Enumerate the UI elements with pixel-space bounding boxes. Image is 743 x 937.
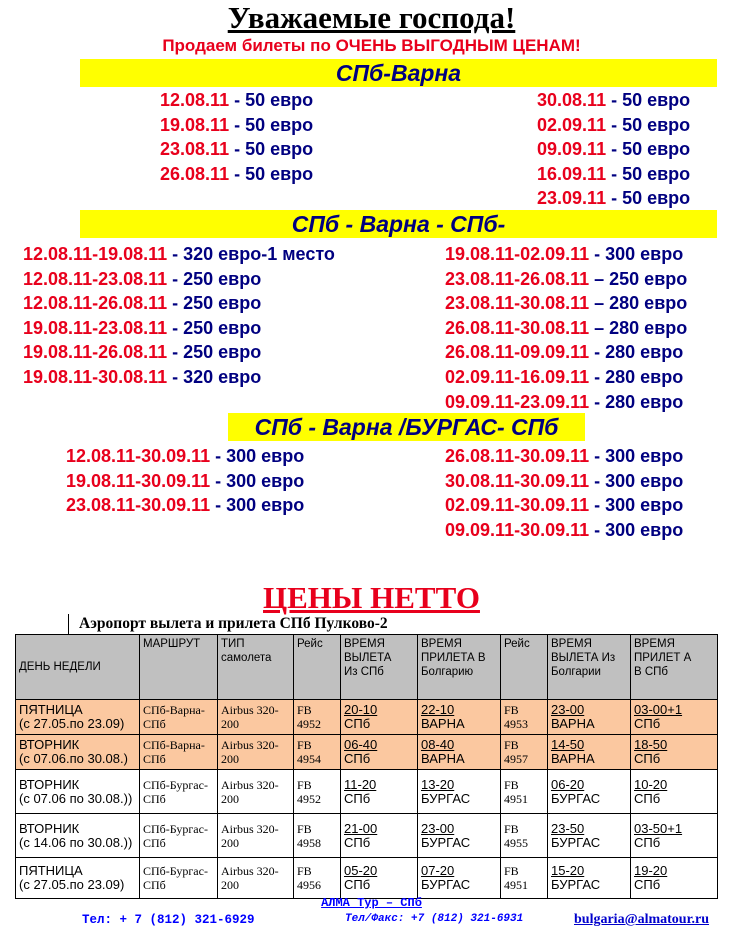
route-date: 02.09.11 <box>537 114 607 135</box>
cell-departure-part: 21-00 <box>344 820 378 836</box>
cell-departure2 <box>548 735 631 770</box>
cell-day-part: (с 27.05.по 23.09) <box>19 716 125 731</box>
cell-route <box>140 700 218 735</box>
route-price: - 300 евро <box>210 446 305 466</box>
cell-flight <box>294 735 341 770</box>
cell-arrival-part: ВАРНА <box>421 751 465 766</box>
header-type <box>218 635 294 700</box>
cell-departure2-part: 14-50 <box>551 737 585 752</box>
cell-flight2 <box>501 814 548 858</box>
route-date: 19.08.11-26.08.11 <box>23 342 168 363</box>
route-date: 09.09.11 <box>537 139 607 160</box>
route-price: - 320 евро-1 место <box>167 244 335 264</box>
cell-departure2-part: БУРГАС <box>551 877 601 892</box>
header-type-label: ТИП <box>221 638 245 650</box>
route-price: - 50 евро <box>606 188 691 209</box>
route-date: 02.09.11-30.09.11 <box>445 495 590 516</box>
header-departure2-label: ВРЕМЯ ВЫЛЕТА Из <box>551 638 616 664</box>
cell-route-part: СПб-Варна-СПб <box>143 703 205 731</box>
cell-arrival-part: БУРГАС <box>421 877 471 892</box>
route-price: - 50 евро <box>229 114 314 135</box>
route-price: - 50 евро <box>229 139 314 160</box>
price-row <box>445 267 687 292</box>
route-price: - 300 евро <box>589 519 684 540</box>
price-row <box>160 162 313 187</box>
cell-flight <box>294 858 341 899</box>
cell-arrival-part: 07-20 <box>421 863 455 878</box>
price-row <box>160 88 313 113</box>
header-arrival <box>418 635 501 700</box>
cell-type-part: Airbus 320-200 <box>221 821 279 850</box>
route-price: - 250 евро <box>167 293 262 314</box>
route-date: 12.08.11-30.09.11 <box>66 446 211 466</box>
page-subtitle <box>0 36 743 56</box>
price-row <box>537 186 690 211</box>
route-date: 09.09.11-23.09.11 <box>445 391 590 412</box>
route-date: 02.09.11-16.09.11 <box>445 366 590 387</box>
cell-arrival-part: 08-40 <box>421 737 455 752</box>
cell-flight2-part: FB 4957 <box>504 738 528 766</box>
header-departure-sub: Из СПб <box>344 666 384 678</box>
route-price: - 280 евро <box>589 391 684 412</box>
header-arrival2-label: ВРЕМЯ ПРИЛЕТ А <box>634 638 692 664</box>
table-row <box>16 814 718 858</box>
cell-arrival2 <box>631 814 718 858</box>
cell-day-part: ПЯТНИЦА <box>19 702 83 717</box>
cell-flight <box>294 814 341 858</box>
route-date: 19.08.11-02.09.11 <box>445 244 590 264</box>
cell-flight <box>294 700 341 735</box>
header-route: МАРШРУТ <box>140 635 218 700</box>
cell-day-part: (с 27.05.по 23.09) <box>19 877 125 892</box>
cell-type-part: Airbus 320-200 <box>221 703 279 731</box>
section-spb-varna-burgas-title: СПб - Варна /БУРГАС- СПб <box>228 413 585 441</box>
route-date: 19.08.11-23.08.11 <box>23 317 168 338</box>
header-type-sub: самолета <box>221 652 272 664</box>
route-date: 19.08.11-30.08.11 <box>23 366 168 387</box>
cell-departure-part: СПб <box>344 834 371 850</box>
header-departure <box>341 635 418 700</box>
cell-flight2-part: FB 4955 <box>504 821 528 850</box>
cell-departure2 <box>548 700 631 735</box>
cell-departure2-part: ВАРНА <box>551 751 595 766</box>
cell-day-part: (с 07.06.по 30.08.) <box>19 751 128 766</box>
price-row <box>23 242 335 267</box>
route-price: - 280 евро <box>589 342 684 363</box>
cell-departure-part: 11-20 <box>344 776 377 792</box>
cell-arrival-part: 23-00 <box>421 820 455 836</box>
cell-day <box>16 770 140 814</box>
cell-route-part: СПб-Бургас-СПб <box>143 821 208 850</box>
route-price: – 280 евро <box>589 293 688 314</box>
cell-route-part: СПб-Бургас-СПб <box>143 777 208 806</box>
route-date: 19.08.11-30.09.11 <box>66 470 211 491</box>
cell-departure-part: СПб <box>344 790 371 806</box>
cell-arrival2-part: СПб <box>634 716 661 731</box>
section3-right-list <box>445 444 683 542</box>
price-row <box>23 291 335 316</box>
cell-departure-part: СПб <box>344 751 371 766</box>
route-price: - 280 евро <box>589 366 684 387</box>
cell-type-part: Airbus 320-200 <box>221 777 279 806</box>
price-row <box>537 113 690 138</box>
cell-flight-part: FB 4952 <box>297 777 321 806</box>
cell-day-part: ВТОРНИК <box>19 737 80 752</box>
price-row <box>537 88 690 113</box>
price-row <box>160 137 313 162</box>
table-row <box>16 700 718 735</box>
cell-day-part: (с 14.06 по 30.08.)) <box>19 834 133 850</box>
price-row <box>445 242 687 267</box>
cell-departure <box>341 735 418 770</box>
route-price: - 300 евро <box>210 495 305 516</box>
cell-flight-part: FB 4958 <box>297 821 321 850</box>
cell-type <box>218 858 294 899</box>
cell-departure-part: СПб <box>344 877 371 892</box>
cell-departure2-part: ВАРНА <box>551 716 595 731</box>
cell-departure2-part: 23-00 <box>551 702 585 717</box>
header-arrival-label: ВРЕМЯ ПРИЛЕТА В <box>421 638 486 664</box>
header-departure2-sub: Болгарии <box>551 666 601 678</box>
cell-flight2-part: FB 4951 <box>504 777 528 806</box>
cell-arrival-part: 13-20 <box>421 776 455 792</box>
route-price: - 250 евро <box>167 342 262 363</box>
route-date: 16.09.11 <box>537 163 607 184</box>
price-row <box>445 365 687 390</box>
price-row <box>23 340 335 365</box>
route-price: - 300 евро <box>589 446 684 466</box>
cell-departure2 <box>548 770 631 814</box>
cell-arrival2-part: 10-20 <box>634 776 668 792</box>
cell-day-part: ВТОРНИК <box>19 820 80 836</box>
price-row <box>445 291 687 316</box>
cell-route-part: СПб-Варна-СПб <box>143 738 205 766</box>
cell-arrival2-part: СПб <box>634 790 661 806</box>
cell-departure2 <box>548 814 631 858</box>
cell-arrival <box>418 770 501 814</box>
price-row <box>66 493 304 518</box>
route-price: - 300 евро <box>589 244 684 264</box>
table-row <box>16 858 718 899</box>
header-arrival2 <box>631 635 718 700</box>
header-flight2: Рейс <box>501 635 548 700</box>
cell-departure-part: 05-20 <box>344 863 378 878</box>
route-date: 30.08.11-30.09.11 <box>445 470 590 491</box>
cell-arrival <box>418 735 501 770</box>
route-date: 12.08.11-23.08.11 <box>23 268 168 289</box>
price-row <box>445 518 683 543</box>
cell-arrival2-part: 19-20 <box>634 863 668 878</box>
route-price: - 300 евро <box>589 495 684 516</box>
cell-departure2-part: БУРГАС <box>551 790 601 806</box>
footer-company[interactable]: АЛМА Тур – СПб <box>321 896 422 910</box>
cell-route <box>140 858 218 899</box>
cell-departure2 <box>548 858 631 899</box>
footer-phone: Тел: + 7 (812) 321-6929 <box>82 913 255 927</box>
cell-flight2 <box>501 700 548 735</box>
subtitle-emphasis: ОЧЕНЬ ВЫГОДНЫМ ЦЕНАМ! <box>335 36 581 55</box>
cell-departure-part: СПб <box>344 716 371 731</box>
header-arrival2-sub: В СПб <box>634 666 669 678</box>
price-row <box>445 469 683 494</box>
cell-arrival-part: БУРГАС <box>421 790 471 806</box>
route-price: – 280 евро <box>589 317 688 338</box>
route-date: 23.08.11 <box>160 139 230 160</box>
route-price: - 250 евро <box>167 268 262 289</box>
route-price: - 320 евро <box>167 366 262 387</box>
section2-right-list <box>445 242 687 414</box>
cell-route-part: СПб-Бургас-СПб <box>143 864 208 892</box>
section1-left-list <box>160 88 313 186</box>
route-price: - 50 евро <box>606 139 691 160</box>
price-row <box>23 365 335 390</box>
route-date: 12.08.11 <box>160 90 230 110</box>
cell-departure2-part: 06-20 <box>551 776 585 792</box>
cell-departure <box>341 814 418 858</box>
header-departure-label: ВРЕМЯ ВЫЛЕТА <box>344 638 392 664</box>
cell-arrival2 <box>631 770 718 814</box>
cell-flight <box>294 770 341 814</box>
route-date: 23.08.11-30.09.11 <box>66 495 211 516</box>
route-price: - 300 евро <box>589 470 684 491</box>
route-date: 26.08.11 <box>160 163 230 184</box>
cell-flight-part: FB 4954 <box>297 738 321 766</box>
cell-arrival <box>418 814 501 858</box>
cell-departure <box>341 700 418 735</box>
cell-arrival-part: БУРГАС <box>421 834 471 850</box>
header-departure2 <box>548 635 631 700</box>
header-arrival-sub: Болгарию <box>421 666 474 678</box>
section2-left-list <box>23 242 335 390</box>
cell-flight2 <box>501 858 548 899</box>
route-price: - 50 евро <box>229 163 314 184</box>
cell-departure2-part: БУРГАС <box>551 834 601 850</box>
table-row <box>16 770 718 814</box>
table-header-row <box>16 635 718 700</box>
route-price: - 50 евро <box>606 163 691 184</box>
price-row <box>160 113 313 138</box>
cell-flight-part: FB 4956 <box>297 864 321 892</box>
section-spb-varna-title: СПб-Варна <box>80 59 717 87</box>
page-title: Уважаемые господа! <box>227 0 516 35</box>
cell-day-part: (с 07.06 по 30.08.)) <box>19 790 133 806</box>
cell-type-part: Airbus 320-200 <box>221 738 279 766</box>
header-day: ДЕНЬ НЕДЕЛИ <box>16 635 140 700</box>
cell-arrival2-part: СПб <box>634 834 661 850</box>
cell-type <box>218 735 294 770</box>
route-date: 12.08.11-19.08.11 <box>23 244 168 264</box>
route-price: - 50 евро <box>229 90 314 110</box>
price-row <box>537 137 690 162</box>
cell-arrival2 <box>631 700 718 735</box>
cell-route <box>140 770 218 814</box>
section-spb-varna-spb-title: СПб - Варна - СПб- <box>80 210 717 238</box>
route-date: 26.08.11-30.08.11 <box>445 317 590 338</box>
route-price: - 300 евро <box>210 470 305 491</box>
route-date: 26.08.11-09.09.11 <box>445 342 590 363</box>
price-row <box>537 162 690 187</box>
cell-route <box>140 735 218 770</box>
price-row <box>66 444 304 469</box>
cell-arrival2-part: СПб <box>634 877 661 892</box>
cell-arrival-part: 22-10 <box>421 702 455 717</box>
cell-arrival2-part: 03-00+1 <box>634 702 683 717</box>
cell-flight2 <box>501 770 548 814</box>
cell-arrival <box>418 700 501 735</box>
cell-departure-part: 06-40 <box>344 737 378 752</box>
cell-day-part: ВТОРНИК <box>19 776 80 792</box>
route-date: 23.09.11 <box>537 188 607 209</box>
cell-type <box>218 770 294 814</box>
subtitle-prefix: Продаем билеты по <box>162 36 336 55</box>
cell-arrival2-part: 18-50 <box>634 737 668 752</box>
cell-departure <box>341 770 418 814</box>
cell-flight2-part: FB 4951 <box>504 864 528 892</box>
cell-route <box>140 814 218 858</box>
cell-day <box>16 814 140 858</box>
footer-email-link[interactable]: bulgaria@almatour.ru <box>574 912 710 927</box>
route-date: 19.08.11 <box>160 114 230 135</box>
route-date: 23.08.11-26.08.11 <box>445 268 590 289</box>
cell-arrival2-part: СПб <box>634 751 661 766</box>
header-flight: Рейс <box>294 635 341 700</box>
price-row <box>23 316 335 341</box>
cell-type <box>218 700 294 735</box>
route-price: - 50 евро <box>606 114 691 135</box>
price-row <box>66 469 304 494</box>
airport-caption: Аэропорт вылета и прилета СПб Пулково-2 <box>68 614 388 634</box>
cell-arrival2 <box>631 735 718 770</box>
price-row <box>445 390 687 415</box>
price-row <box>445 316 687 341</box>
price-row <box>445 340 687 365</box>
route-date: 30.08.11 <box>537 90 607 110</box>
section3-left-list <box>66 444 304 518</box>
cell-type <box>218 814 294 858</box>
cell-arrival <box>418 858 501 899</box>
cell-day <box>16 858 140 899</box>
route-date: 09.09.11-30.09.11 <box>445 519 590 540</box>
cell-departure <box>341 858 418 899</box>
price-row <box>445 493 683 518</box>
route-date: 12.08.11-26.08.11 <box>23 293 168 314</box>
cell-departure2-part: 15-20 <box>551 863 585 878</box>
cell-arrival2 <box>631 858 718 899</box>
flight-schedule-table <box>15 634 718 899</box>
cell-day-part: ПЯТНИЦА <box>19 863 83 878</box>
cell-day <box>16 735 140 770</box>
price-row <box>445 444 683 469</box>
cell-day <box>16 700 140 735</box>
section1-right-list <box>537 88 690 211</box>
cell-flight2 <box>501 735 548 770</box>
cell-arrival2-part: 03-50+1 <box>634 820 683 836</box>
cell-flight2-part: FB 4953 <box>504 703 528 731</box>
cell-flight-part: FB 4952 <box>297 703 321 731</box>
cell-type-part: Airbus 320-200 <box>221 864 279 892</box>
cell-arrival-part: ВАРНА <box>421 716 465 731</box>
price-row <box>23 267 335 292</box>
route-price: - 250 евро <box>167 317 262 338</box>
cell-departure2-part: 23-50 <box>551 820 585 836</box>
route-date: 26.08.11-30.09.11 <box>445 446 590 466</box>
route-date: 23.08.11-30.08.11 <box>445 293 590 314</box>
route-price: – 250 евро <box>589 268 688 289</box>
netto-prices-title: ЦЕНЫ НЕТТО <box>263 580 480 615</box>
cell-departure-part: 20-10 <box>344 702 378 717</box>
route-price: - 50 евро <box>606 90 691 110</box>
table-row <box>16 735 718 770</box>
footer-fax: Тел/Факс: +7 (812) 321-6931 <box>345 913 524 925</box>
